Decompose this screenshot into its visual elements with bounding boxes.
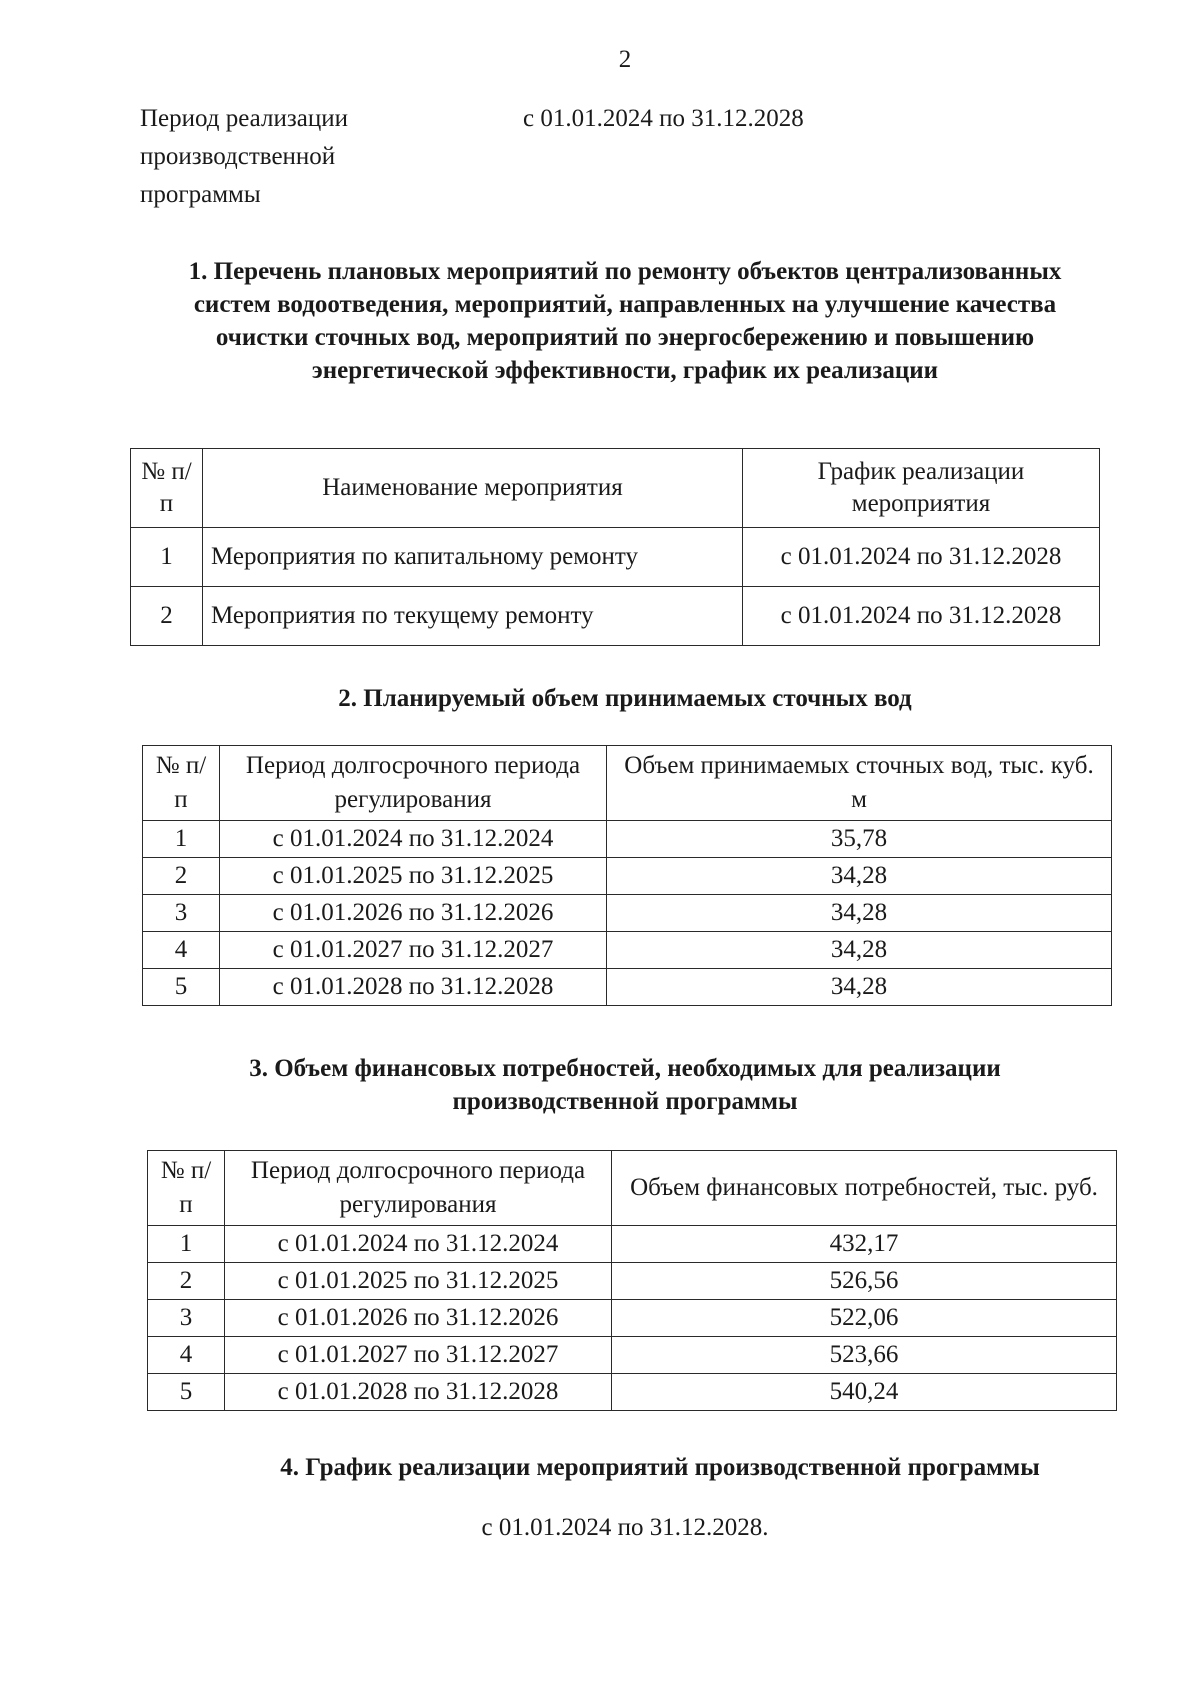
table-row (143, 969, 1112, 1006)
row-value: 34,28 (607, 932, 1112, 969)
row-value: 432,17 (612, 1226, 1117, 1263)
table-row (148, 1300, 1117, 1337)
table-row (143, 895, 1112, 932)
section3-table (147, 1150, 1117, 1411)
row-num: 2 (148, 1263, 225, 1300)
header-num: № п/п (148, 1151, 225, 1226)
table-row (148, 1263, 1117, 1300)
section1-table (130, 448, 1100, 646)
row-period: с 01.01.2028 по 31.12.2028 (220, 969, 607, 1006)
section2-table (142, 745, 1112, 1006)
row-period: с 01.01.2026 по 31.12.2026 (225, 1300, 612, 1337)
row-schedule: с 01.01.2024 по 31.12.2028 (743, 587, 1100, 646)
table-header-row (143, 746, 1112, 821)
row-num: 3 (148, 1300, 225, 1337)
section4-date: с 01.01.2024 по 31.12.2028. (481, 1514, 769, 1541)
row-value: 526,56 (612, 1263, 1117, 1300)
section3-title: 3. Объем финансовых потребностей, необходимых для реализации производственной программы (249, 1055, 1001, 1115)
header-num: № п/п (131, 449, 203, 528)
row-num: 5 (148, 1374, 225, 1411)
period-value: с 01.01.2024 по 31.12.2028 (523, 105, 804, 132)
section4-title: 4. График реализации мероприятий производственной программы (280, 1454, 1040, 1481)
row-num: 3 (143, 895, 220, 932)
header-volume: Объем принимаемых сточных вод, тыс. куб. м (607, 746, 1112, 821)
row-value: 35,78 (607, 821, 1112, 858)
row-period: с 01.01.2025 по 31.12.2025 (220, 858, 607, 895)
row-num: 2 (131, 587, 203, 646)
header-period: Период долгосрочного периода регулирования (225, 1151, 612, 1226)
row-value: 523,66 (612, 1337, 1117, 1374)
table-row (143, 821, 1112, 858)
row-period: с 01.01.2026 по 31.12.2026 (220, 895, 607, 932)
table-row (131, 587, 1100, 646)
row-num: 4 (143, 932, 220, 969)
period-label: Период реализации производственной программы (140, 105, 348, 208)
row-num: 1 (143, 821, 220, 858)
row-period: с 01.01.2028 по 31.12.2028 (225, 1374, 612, 1411)
row-num: 1 (131, 528, 203, 587)
header-period: Период долгосрочного периода регулирования (220, 746, 607, 821)
row-value: 34,28 (607, 969, 1112, 1006)
table-row (148, 1337, 1117, 1374)
row-num: 1 (148, 1226, 225, 1263)
row-value: 540,24 (612, 1374, 1117, 1411)
row-period: с 01.01.2025 по 31.12.2025 (225, 1263, 612, 1300)
page-number: 2 (618, 46, 632, 73)
row-value: 522,06 (612, 1300, 1117, 1337)
table-row (148, 1226, 1117, 1263)
table-row (148, 1374, 1117, 1411)
row-name: Мероприятия по капитальному ремонту (203, 528, 743, 587)
row-value: 34,28 (607, 858, 1112, 895)
table-row (131, 528, 1100, 587)
table-header-row (131, 449, 1100, 528)
row-num: 5 (143, 969, 220, 1006)
row-period: с 01.01.2027 по 31.12.2027 (225, 1337, 612, 1374)
header-schedule: График реализации мероприятия (743, 449, 1100, 528)
header-name: Наименование мероприятия (203, 449, 743, 528)
header-finance: Объем финансовых потребностей, тыс. руб. (612, 1151, 1117, 1226)
row-period: с 01.01.2027 по 31.12.2027 (220, 932, 607, 969)
row-value: 34,28 (607, 895, 1112, 932)
table-header-row (148, 1151, 1117, 1226)
row-schedule: с 01.01.2024 по 31.12.2028 (743, 528, 1100, 587)
table-row (143, 858, 1112, 895)
row-name: Мероприятия по текущему ремонту (203, 587, 743, 646)
header-num: № п/п (143, 746, 220, 821)
row-period: с 01.01.2024 по 31.12.2024 (220, 821, 607, 858)
section1-title: 1. Перечень плановых мероприятий по ремонту объектов централизованных систем водоотведения, мероприятий, направленных на улучшение качества очистки сточных вод, мероприятий по энергосбережению и повышению энергетической эффективности, график их реализации (188, 258, 1062, 384)
row-num: 2 (143, 858, 220, 895)
section2-title: 2. Планируемый объем принимаемых сточных вод (338, 685, 912, 712)
row-period: с 01.01.2024 по 31.12.2024 (225, 1226, 612, 1263)
row-num: 4 (148, 1337, 225, 1374)
table-row (143, 932, 1112, 969)
